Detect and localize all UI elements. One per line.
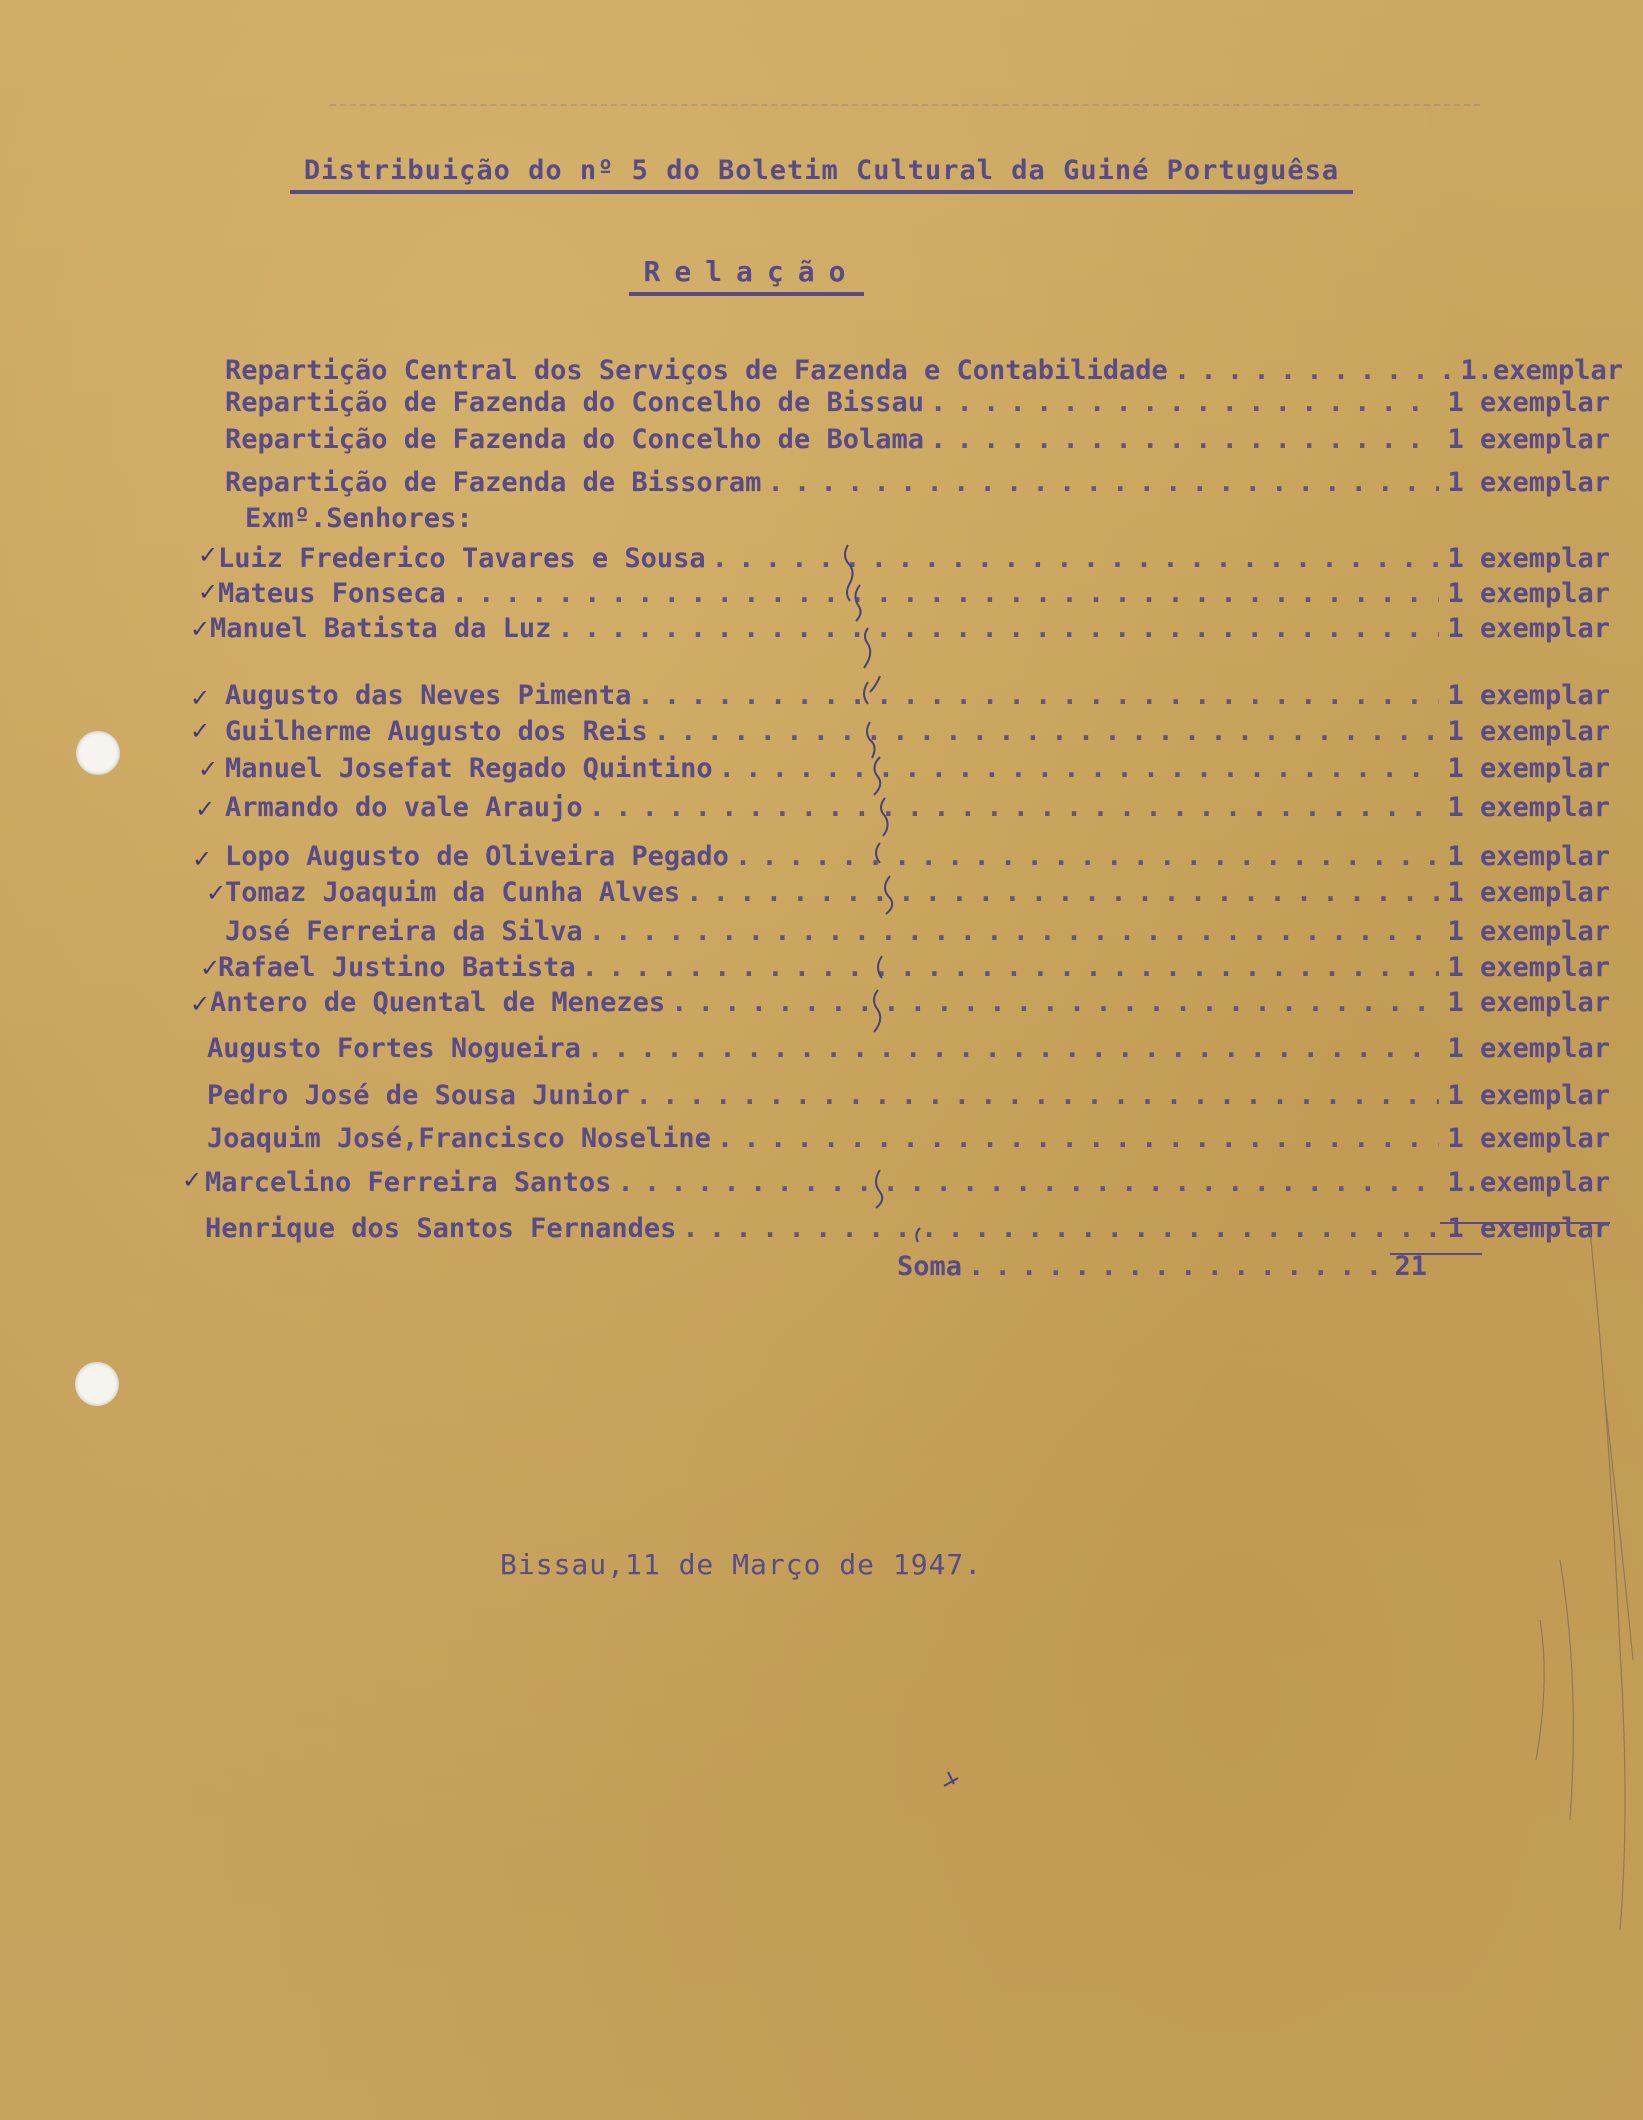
- recipient-name: Tomaz Joaquim da Cunha Alves: [225, 877, 681, 908]
- recipient-name: Lopo Augusto de Oliveira Pegado: [225, 841, 729, 872]
- recipient-name: Augusto Fortes Nogueira: [207, 1033, 581, 1064]
- copy-quantity: 1 exemplar: [1447, 916, 1610, 947]
- copy-quantity: 1 exemplar: [1447, 753, 1610, 784]
- check-mark-icon: ✓: [206, 879, 227, 907]
- recipient-name: Armando do vale Araujo: [225, 792, 583, 823]
- recipient-name: Rafael Justino Batista: [218, 952, 576, 983]
- copy-quantity: 1 exemplar: [1447, 578, 1610, 609]
- copy-quantity: 1.exemplar: [1460, 355, 1623, 386]
- check-mark-icon: ✓: [198, 541, 219, 569]
- recipient-name: Luiz Frederico Tavares e Sousa: [218, 543, 706, 574]
- copy-quantity: 1 exemplar: [1447, 792, 1610, 823]
- copy-quantity: 1 exemplar: [1447, 1033, 1610, 1064]
- check-mark-icon: ✓: [200, 954, 221, 982]
- check-mark-icon: ✓: [190, 684, 211, 712]
- recipient-name: Marcelino Ferreira Santos: [205, 1167, 612, 1198]
- recipient-name: José Ferreira da Silva: [225, 916, 583, 947]
- copy-quantity: 1 exemplar: [1447, 680, 1610, 711]
- recipient-name: Henrique dos Santos Fernandes: [205, 1213, 677, 1244]
- recipient-name: Antero de Quental de Menezes: [210, 987, 666, 1018]
- copy-quantity: 1 exemplar: [1447, 467, 1610, 498]
- recipient-name: Manuel Josefat Regado Quintino: [225, 753, 713, 784]
- place-date: Bissau,11 de Março de 1947.: [500, 1548, 983, 1581]
- department-name: Repartição de Fazenda do Concelho de Bolama: [225, 424, 924, 455]
- document-title: Distribuição do nº 5 do Boletim Cultural da Guiné Portuguêsa: [0, 155, 1643, 186]
- check-mark-icon: ✓: [192, 845, 213, 873]
- department-name: Repartição de Fazenda do Concelho de Bissau: [225, 387, 924, 418]
- recipient-name: Joaquim José,Francisco Noseline: [207, 1123, 711, 1154]
- copy-quantity: 1.exemplar: [1447, 1167, 1610, 1198]
- copy-quantity: 1 exemplar: [1447, 1080, 1610, 1111]
- check-mark-icon: ✓: [198, 755, 219, 783]
- department-name: Repartição Central dos Serviços de Fazenda e Contabilidade: [225, 355, 1168, 386]
- document-subtitle: Relação: [0, 255, 1568, 288]
- total-value: 21: [1394, 1251, 1427, 1282]
- recipient-name: Manuel Batista da Luz: [210, 613, 552, 644]
- copy-quantity: 1 exemplar: [1447, 1123, 1610, 1154]
- copy-quantity: 1 exemplar: [1447, 387, 1610, 418]
- recipient-name: Guilherme Augusto dos Reis: [225, 716, 648, 747]
- department-name: Repartição de Fazenda de Bissoram: [225, 467, 762, 498]
- check-mark-icon: ✓: [190, 717, 211, 745]
- recipient-name: Augusto das Neves Pimenta: [225, 680, 632, 711]
- salutation: Exmº.Senhores:: [245, 503, 473, 534]
- total-label: Soma: [897, 1251, 963, 1282]
- check-mark-icon: ✓: [182, 1166, 203, 1194]
- recipient-name: Mateus Fonseca: [218, 578, 446, 609]
- check-mark-icon: ✓: [190, 990, 211, 1018]
- copy-quantity: 1 exemplar: [1447, 1213, 1610, 1244]
- copy-quantity: 1 exemplar: [1447, 613, 1610, 644]
- copy-quantity: 1 exemplar: [1447, 952, 1610, 983]
- check-mark-icon: ✓: [195, 795, 216, 823]
- copy-quantity: 1 exemplar: [1447, 841, 1610, 872]
- copy-quantity: 1 exemplar: [1447, 543, 1610, 574]
- copy-quantity: 1 exemplar: [1447, 987, 1610, 1018]
- check-mark-icon: ✓: [198, 578, 219, 606]
- check-mark-icon: ✓: [190, 615, 211, 643]
- recipient-name: Pedro José de Sousa Junior: [207, 1080, 630, 1111]
- copy-quantity: 1 exemplar: [1447, 877, 1610, 908]
- copy-quantity: 1 exemplar: [1447, 424, 1610, 455]
- copy-quantity: 1 exemplar: [1447, 716, 1610, 747]
